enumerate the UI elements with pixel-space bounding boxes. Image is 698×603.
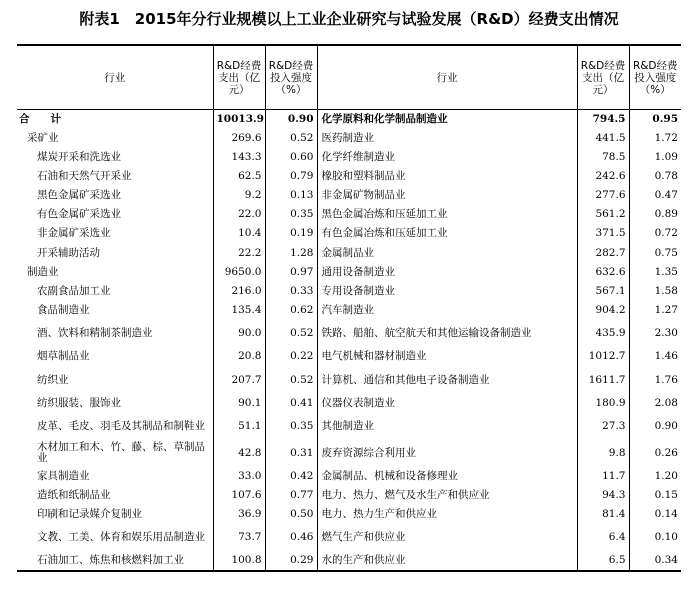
right-rd-intensity-cell: 1.27 <box>629 301 681 320</box>
right-rd-intensity-cell: 0.14 <box>629 505 681 524</box>
header-industry-left: 行业 <box>17 45 213 110</box>
left-rd-expense-cell: 9.2 <box>213 186 265 205</box>
right-rd-intensity-cell: 0.90 <box>629 413 681 440</box>
left-rd-expense-cell: 10.4 <box>213 225 265 244</box>
left-industry-cell: 开采辅助活动 <box>37 246 100 259</box>
right-rd-intensity-cell: 0.72 <box>629 225 681 244</box>
right-rd-expense-cell: 180.9 <box>577 394 629 413</box>
left-rd-expense-cell: 135.4 <box>213 301 265 320</box>
right-rd-expense-cell: 371.5 <box>577 225 629 244</box>
right-industry-cell: 通用设备制造业 <box>317 263 577 282</box>
left-rd-expense-cell: 10013.9 <box>213 110 265 129</box>
left-industry-cell: 家具制造业 <box>37 469 90 482</box>
left-industry-cell: 制造业 <box>27 265 59 278</box>
left-rd-expense-cell: 107.6 <box>213 486 265 505</box>
left-rd-intensity-cell: 0.46 <box>265 525 317 552</box>
left-rd-intensity-cell: 0.62 <box>265 301 317 320</box>
right-rd-intensity-cell: 0.75 <box>629 244 681 263</box>
left-rd-expense-cell: 90.0 <box>213 321 265 348</box>
right-rd-intensity-cell: 0.95 <box>629 110 681 129</box>
right-industry-cell: 有色金属冶炼和压延加工业 <box>317 225 577 244</box>
header-rd-intensity-right: R&D经费投入强度（%） <box>629 45 681 110</box>
right-rd-expense-cell: 561.2 <box>577 205 629 224</box>
right-industry-cell: 专用设备制造业 <box>317 282 577 301</box>
right-industry-cell: 电力、热力、燃气及水生产和供应业 <box>317 486 577 505</box>
right-rd-expense-cell: 78.5 <box>577 148 629 167</box>
left-rd-intensity-cell: 0.79 <box>265 167 317 186</box>
left-rd-intensity-cell: 0.35 <box>265 205 317 224</box>
table-title: 附表1 2015年分行业规模以上工业企业研究与试验发展（R&D）经费支出情况 <box>79 10 619 28</box>
left-rd-intensity-cell: 0.60 <box>265 148 317 167</box>
left-rd-intensity-cell: 0.31 <box>265 440 317 467</box>
right-industry-cell: 金属制品业 <box>317 244 577 263</box>
right-rd-expense-cell: 632.6 <box>577 263 629 282</box>
right-rd-intensity-cell: 0.26 <box>629 440 681 467</box>
right-rd-expense-cell: 11.7 <box>577 467 629 486</box>
table-row <box>17 129 681 148</box>
left-rd-expense-cell: 62.5 <box>213 167 265 186</box>
left-rd-expense-cell: 36.9 <box>213 505 265 524</box>
left-industry-cell: 木材加工和木、竹、藤、棕、草制品业 <box>37 440 205 465</box>
left-industry-cell: 非金属矿采选业 <box>37 227 111 240</box>
table-row <box>17 167 681 186</box>
left-rd-intensity-cell: 1.28 <box>265 244 317 263</box>
right-industry-cell: 其他制造业 <box>317 413 577 440</box>
right-industry-cell: 化学纤维制造业 <box>317 148 577 167</box>
left-industry-cell: 农副食品加工业 <box>37 285 111 298</box>
left-industry-cell: 黑色金属矿采选业 <box>37 189 121 202</box>
right-rd-expense-cell: 94.3 <box>577 486 629 505</box>
table-row <box>17 440 681 467</box>
table-row <box>17 367 681 394</box>
left-rd-expense-cell: 51.1 <box>213 413 265 440</box>
left-rd-expense-cell: 100.8 <box>213 552 265 571</box>
rd-expense-table <box>17 44 681 572</box>
left-rd-intensity-cell: 0.41 <box>265 394 317 413</box>
right-rd-intensity-cell: 0.10 <box>629 525 681 552</box>
left-rd-intensity-cell: 0.42 <box>265 467 317 486</box>
right-industry-cell: 计算机、通信和其他电子设备制造业 <box>317 367 577 394</box>
table-row <box>17 525 681 552</box>
left-industry-cell: 采矿业 <box>27 131 59 144</box>
right-rd-expense-cell: 6.4 <box>577 525 629 552</box>
right-rd-expense-cell: 6.5 <box>577 552 629 571</box>
table-row <box>17 348 681 367</box>
right-rd-expense-cell: 1611.7 <box>577 367 629 394</box>
left-rd-expense-cell: 42.8 <box>213 440 265 467</box>
left-rd-intensity-cell: 0.52 <box>265 129 317 148</box>
right-rd-expense-cell: 904.2 <box>577 301 629 320</box>
left-rd-intensity-cell: 0.19 <box>265 225 317 244</box>
left-industry-cell: 石油加工、炼焦和核燃料加工业 <box>17 552 213 571</box>
table-body <box>17 110 681 571</box>
left-rd-intensity-cell: 0.52 <box>265 321 317 348</box>
right-rd-expense-cell: 282.7 <box>577 244 629 263</box>
table-row <box>17 225 681 244</box>
right-rd-expense-cell: 1012.7 <box>577 348 629 367</box>
right-industry-cell: 燃气生产和供应业 <box>317 525 577 552</box>
left-rd-expense-cell: 90.1 <box>213 394 265 413</box>
right-rd-intensity-cell: 0.89 <box>629 205 681 224</box>
left-industry-cell: 造纸和纸制品业 <box>37 488 111 501</box>
left-rd-intensity-cell: 0.50 <box>265 505 317 524</box>
right-rd-intensity-cell: 2.30 <box>629 321 681 348</box>
right-industry-cell: 医药制造业 <box>317 129 577 148</box>
right-industry-cell: 黑色金属冶炼和压延加工业 <box>317 205 577 224</box>
left-rd-intensity-cell: 0.13 <box>265 186 317 205</box>
right-rd-expense-cell: 27.3 <box>577 413 629 440</box>
right-rd-intensity-cell: 0.78 <box>629 167 681 186</box>
right-industry-cell: 非金属矿物制品业 <box>317 186 577 205</box>
right-rd-intensity-cell: 1.76 <box>629 367 681 394</box>
right-rd-intensity-cell: 1.35 <box>629 263 681 282</box>
left-rd-intensity-cell: 0.29 <box>265 552 317 571</box>
right-rd-intensity-cell: 1.09 <box>629 148 681 167</box>
left-rd-intensity-cell: 0.97 <box>265 263 317 282</box>
left-rd-intensity-cell: 0.90 <box>265 110 317 129</box>
right-rd-expense-cell: 9.8 <box>577 440 629 467</box>
right-industry-cell: 汽车制造业 <box>317 301 577 320</box>
right-rd-intensity-cell: 1.58 <box>629 282 681 301</box>
header-rd-expense-right: R&D经费支出（亿元） <box>577 45 629 110</box>
left-industry-cell: 合 计 <box>19 112 61 125</box>
left-rd-expense-cell: 20.8 <box>213 348 265 367</box>
table-row <box>17 148 681 167</box>
left-rd-expense-cell: 207.7 <box>213 367 265 394</box>
table-row <box>17 244 681 263</box>
left-rd-intensity-cell: 0.35 <box>265 413 317 440</box>
left-rd-intensity-cell: 0.22 <box>265 348 317 367</box>
left-rd-expense-cell: 33.0 <box>213 467 265 486</box>
table-row <box>17 552 681 571</box>
table-row <box>17 505 681 524</box>
right-industry-cell: 化学原料和化学制品制造业 <box>317 110 577 129</box>
right-rd-intensity-cell: 1.20 <box>629 467 681 486</box>
table-row <box>17 394 681 413</box>
left-industry-cell: 印刷和记录媒介复制业 <box>37 508 142 521</box>
left-rd-expense-cell: 9650.0 <box>213 263 265 282</box>
header-industry-right: 行业 <box>317 45 577 110</box>
right-industry-cell: 水的生产和供应业 <box>317 552 577 571</box>
table-header <box>17 45 681 110</box>
left-industry-cell: 食品制造业 <box>37 304 90 317</box>
left-industry-cell: 皮革、毛皮、羽毛及其制品和制鞋业 <box>37 419 205 432</box>
table-row <box>17 321 681 348</box>
right-industry-cell: 金属制品、机械和设备修理业 <box>317 467 577 486</box>
left-rd-intensity-cell: 0.77 <box>265 486 317 505</box>
right-industry-cell: 铁路、船舶、航空航天和其他运输设备制造业 <box>317 321 577 348</box>
table-row <box>17 110 681 129</box>
right-rd-expense-cell: 242.6 <box>577 167 629 186</box>
right-rd-expense-cell: 794.5 <box>577 110 629 129</box>
header-rd-intensity-left: R&D经费投入强度（%） <box>265 45 317 110</box>
left-industry-cell: 有色金属矿采选业 <box>37 208 121 221</box>
right-rd-intensity-cell: 0.15 <box>629 486 681 505</box>
table-row <box>17 186 681 205</box>
right-rd-expense-cell: 435.9 <box>577 321 629 348</box>
left-industry-cell: 煤炭开采和洗选业 <box>37 150 121 163</box>
left-industry-cell: 纺织业 <box>37 373 69 386</box>
left-industry-cell: 文教、工美、体育和娱乐用品制造业 <box>37 531 205 544</box>
table-row <box>17 413 681 440</box>
left-rd-expense-cell: 73.7 <box>213 525 265 552</box>
right-rd-intensity-cell: 1.46 <box>629 348 681 367</box>
right-rd-intensity-cell: 0.47 <box>629 186 681 205</box>
left-rd-expense-cell: 22.0 <box>213 205 265 224</box>
right-rd-expense-cell: 567.1 <box>577 282 629 301</box>
left-rd-expense-cell: 216.0 <box>213 282 265 301</box>
table-row <box>17 282 681 301</box>
right-rd-expense-cell: 277.6 <box>577 186 629 205</box>
left-industry-cell: 石油和天然气开采业 <box>37 169 132 182</box>
table-row <box>17 263 681 282</box>
left-rd-expense-cell: 22.2 <box>213 244 265 263</box>
right-industry-cell: 仪器仪表制造业 <box>317 394 577 413</box>
table-row <box>17 205 681 224</box>
left-rd-expense-cell: 269.6 <box>213 129 265 148</box>
right-rd-intensity-cell: 1.72 <box>629 129 681 148</box>
right-rd-intensity-cell: 0.34 <box>629 552 681 571</box>
right-industry-cell: 电气机械和器材制造业 <box>317 348 577 367</box>
right-rd-intensity-cell: 2.08 <box>629 394 681 413</box>
table-row <box>17 486 681 505</box>
left-rd-expense-cell: 143.3 <box>213 148 265 167</box>
right-industry-cell: 橡胶和塑料制品业 <box>317 167 577 186</box>
table-row <box>17 301 681 320</box>
left-rd-intensity-cell: 0.33 <box>265 282 317 301</box>
header-rd-expense-left: R&D经费支出（亿元） <box>213 45 265 110</box>
right-rd-expense-cell: 81.4 <box>577 505 629 524</box>
right-rd-expense-cell: 441.5 <box>577 129 629 148</box>
left-industry-cell: 酒、饮料和精制茶制造业 <box>37 327 153 340</box>
right-industry-cell: 电力、热力生产和供应业 <box>317 505 577 524</box>
left-rd-intensity-cell: 0.52 <box>265 367 317 394</box>
left-industry-cell: 烟草制品业 <box>37 350 90 363</box>
right-industry-cell: 废弃资源综合利用业 <box>317 440 577 467</box>
left-industry-cell: 纺织服装、服饰业 <box>37 396 121 409</box>
table-row <box>17 467 681 486</box>
